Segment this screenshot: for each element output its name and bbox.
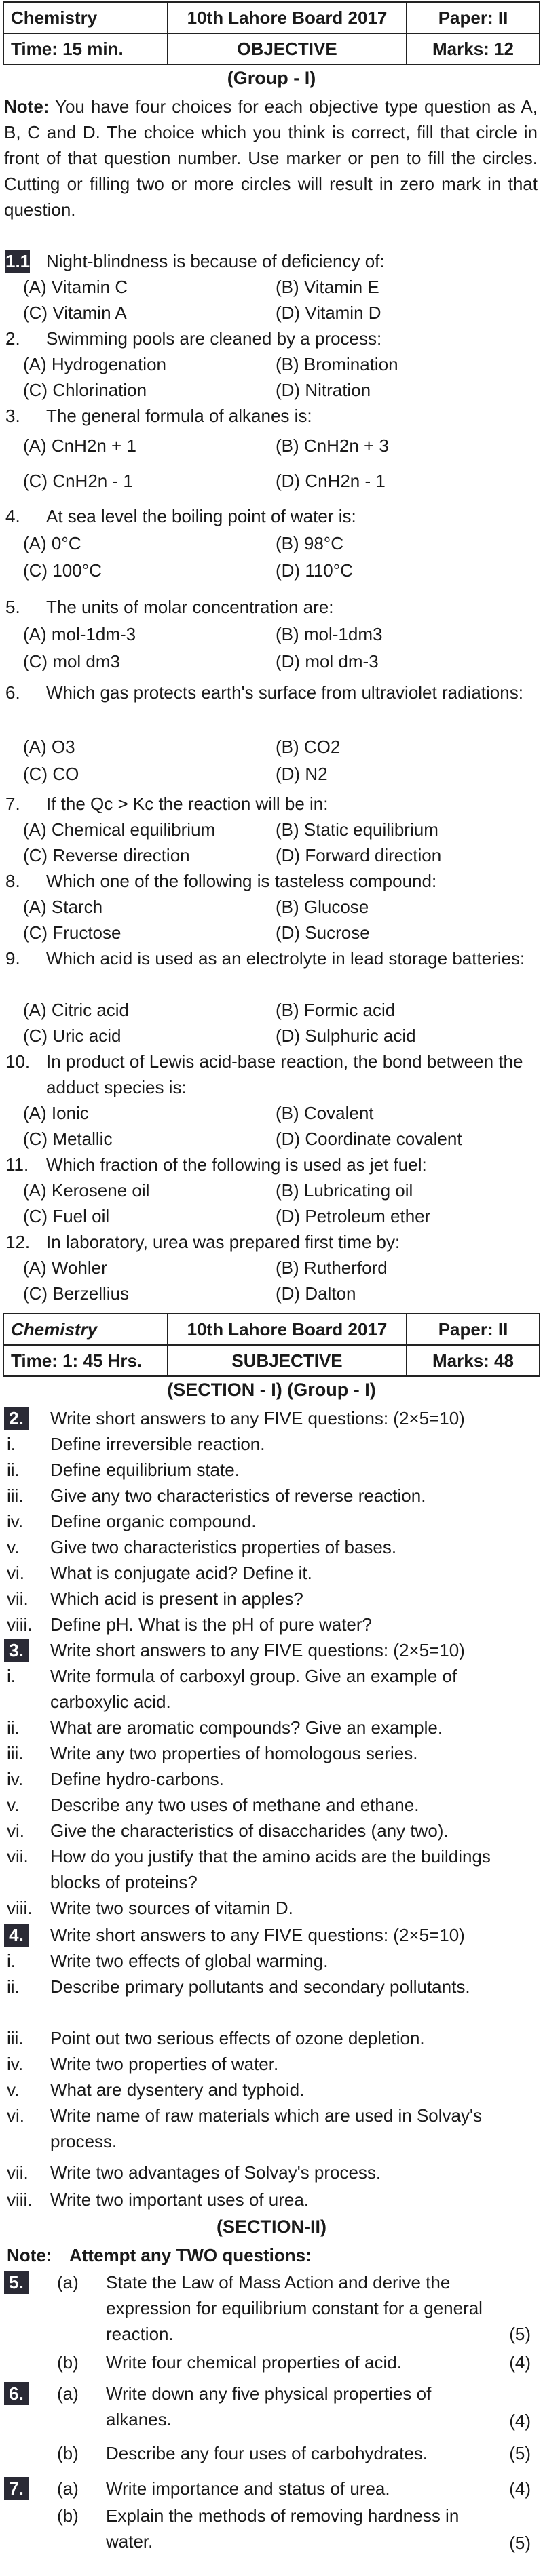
question-number: 12. (5, 1232, 31, 1252)
item-text: Write any two properties of homologous series. (50, 1743, 418, 1763)
question-number: 1.1. (5, 251, 35, 271)
part-label: (b) (57, 2505, 79, 2526)
option-a: (A) CnH2n + 1 (23, 435, 136, 456)
question-number: 6. (5, 682, 20, 703)
option-b: (B) CO2 (276, 737, 341, 757)
item-text: Define pH. What is the pH of pure water? (50, 1614, 373, 1635)
option-b: (B) Lubricating oil (276, 1180, 413, 1201)
note-text: You have four choices for each objective type question as A, B, C and D. The choice which you think is correct, fill that circle in front of that question number. Use marker or pen to fill the circles. Cutting or filling two or more circles will result in zero mark in that question. (4, 96, 538, 220)
question-heading: Write short answers to any FIVE questions: (2×5=10) (50, 1408, 465, 1428)
option-b: (B) Covalent (276, 1103, 374, 1123)
option-d: (D) 110°C (276, 560, 353, 581)
item-text: How do you justify that the amino acids are the buildings blocks of proteins? (50, 1846, 491, 1892)
item-text: Write two properties of water. (50, 2054, 279, 2074)
part-text: Describe any four uses of carbohydrates. (106, 2443, 428, 2463)
question-text: At sea level the boiling point of water is: (46, 506, 356, 526)
short-question-4 (4, 1922, 540, 2214)
item-text: Write two important uses of urea. (50, 2189, 310, 2210)
question-text: Night-blindness is because of deficiency of: (46, 251, 385, 271)
option-a: (A) 0°C (23, 533, 81, 553)
question-text: Which fraction of the following is used as jet fuel: (46, 1154, 427, 1175)
question-text: Which gas protects earth's surface from ultraviolet radiations: (46, 682, 523, 703)
option-b: (B) Rutherford (276, 1257, 388, 1278)
option-d: (D) Vitamin D (276, 303, 381, 323)
question-heading: Write short answers to any FIVE questions: (2×5=10) (50, 1925, 465, 1945)
option-c: (C) Chlorination (23, 380, 147, 400)
question-number: 5. (5, 597, 20, 617)
item-number: i. (7, 1666, 16, 1686)
question-number: 9. (5, 948, 20, 969)
part-marks: (4) (509, 2352, 531, 2373)
marks-cell: Marks: 48 (407, 1345, 540, 1376)
mcq-2 (4, 326, 540, 403)
item-number: v. (7, 1795, 20, 1815)
question-number: 3. (5, 406, 20, 426)
option-c: (C) Reverse direction (23, 845, 190, 865)
note-text: Attempt any TWO questions: (69, 2245, 312, 2265)
instructions-note (4, 94, 538, 222)
option-d: (D) Sulphuric acid (276, 1026, 416, 1046)
item-text: What are dysentery and typhoid. (50, 2080, 305, 2100)
option-a: (A) O3 (23, 737, 75, 757)
item-number: vii. (7, 1588, 29, 1609)
option-c: (C) Fuel oil (23, 1206, 110, 1226)
option-d: (D) Petroleum ether (276, 1206, 431, 1226)
item-text: What are aromatic compounds? Give an example. (50, 1717, 443, 1738)
question-text: Which one of the following is tasteless compound: (46, 871, 437, 891)
item-text: Write two effects of global warming. (50, 1951, 329, 1971)
item-number: iv. (7, 1769, 24, 1789)
item-text: Write two advantages of Solvay's process. (50, 2162, 381, 2183)
note-label: Note: (4, 96, 50, 117)
long-question-7 (4, 2476, 540, 2571)
part-label: (b) (57, 2352, 79, 2373)
question-number: 7. (5, 794, 20, 814)
item-number: iv. (7, 1511, 24, 1531)
option-a: (A) Vitamin C (23, 277, 128, 297)
mcq-5 (4, 594, 540, 676)
question-number: 8. (5, 871, 20, 891)
mcq-3 (4, 403, 540, 498)
item-number: vii. (7, 2162, 29, 2183)
mcq-10 (4, 1049, 540, 1152)
option-b: (B) mol-1dm3 (276, 624, 383, 644)
item-number: vi. (7, 1820, 24, 1841)
item-number: i. (7, 1951, 16, 1971)
short-question-2-last (4, 1612, 540, 1639)
time-cell: Time: 1: 45 Hrs. (3, 1345, 168, 1376)
item-number: iii. (7, 1485, 24, 1506)
item-text: Write two sources of vitamin D. (50, 1898, 293, 1918)
question-number: 10. (5, 1051, 31, 1072)
part-text: Write down any five physical properties of alkanes. (106, 2383, 432, 2429)
item-text: Give any two characteristics of reverse reaction. (50, 1485, 426, 1506)
item-text: What is conjugate acid? Define it. (50, 1563, 312, 1583)
option-b: (B) Static equilibrium (276, 819, 438, 840)
question-number: 3. (4, 1639, 29, 1662)
section-2-title: (SECTION-II) (217, 2217, 326, 2237)
board-cell: 10th Lahore Board 2017 (168, 2, 407, 33)
item-text: Define organic compound. (50, 1511, 257, 1531)
option-b: (B) CnH2n + 3 (276, 435, 389, 456)
option-a: (A) Wohler (23, 1257, 107, 1278)
item-number: ii. (7, 1717, 20, 1738)
item-text: Define irreversible reaction. (50, 1434, 265, 1454)
part-label: (a) (57, 2383, 79, 2404)
part-label: (b) (57, 2443, 79, 2463)
option-d: (D) N2 (276, 764, 328, 784)
question-text: In laboratory, urea was prepared first time by: (46, 1232, 400, 1252)
part-marks: (5) (509, 2533, 531, 2553)
option-d: (D) Dalton (276, 1283, 356, 1304)
item-text: Write formula of carboxyl group. Give an example of carboxylic acid. (50, 1666, 457, 1712)
item-number: viii. (7, 1898, 33, 1918)
item-text: Describe any two uses of methane and ethane. (50, 1795, 419, 1815)
long-question-6 (4, 2381, 540, 2472)
item-number: vi. (7, 2105, 24, 2126)
mcq-4 (4, 503, 540, 585)
subject-cell: Chemistry (3, 2, 168, 33)
item-number: viii. (7, 2189, 33, 2210)
option-c: (C) CO (23, 764, 79, 784)
option-d: (D) Sucrose (276, 922, 370, 943)
option-b: (B) Glucose (276, 897, 369, 917)
time-cell: Time: 15 min. (3, 33, 168, 64)
question-number: 6. (4, 2382, 29, 2405)
mcq-11 (4, 1152, 540, 1229)
item-text: Point out two serious effects of ozone depletion. (50, 2028, 425, 2048)
question-number: 5. (4, 2271, 29, 2294)
option-b: (B) Bromination (276, 354, 398, 374)
section-2-note (4, 2242, 540, 2269)
item-text: Write name of raw materials which are used in Solvay's process. (50, 2105, 482, 2151)
long-question-5 (4, 2269, 540, 2379)
question-number: 4. (4, 1924, 29, 1947)
item-number: vii. (7, 1846, 29, 1867)
part-text: Explain the methods of removing hardness in water. (106, 2505, 460, 2552)
part-text: State the Law of Mass Action and derive the expression for equilibrium constant for a general reaction. (106, 2272, 483, 2344)
item-number: iii. (7, 1743, 24, 1763)
option-a: (A) Hydrogenation (23, 354, 166, 374)
paper-cell: Paper: II (407, 1314, 540, 1345)
subjective-header (3, 1313, 540, 1377)
question-text: The general formula of alkanes is: (46, 406, 312, 426)
part-marks: (5) (509, 2443, 531, 2463)
question-heading: Write short answers to any FIVE questions: (2×5=10) (50, 1640, 465, 1660)
item-number: v. (7, 1537, 20, 1557)
option-d: (D) CnH2n - 1 (276, 471, 386, 491)
item-number: vi. (7, 1563, 24, 1583)
question-text: Swimming pools are cleaned by a process: (46, 328, 382, 349)
option-d: (D) mol dm-3 (276, 651, 379, 671)
short-question-2 (4, 1405, 540, 1613)
mcq-12 (4, 1229, 540, 1306)
marks-cell: Marks: 12 (407, 33, 540, 64)
item-text: Give the characteristics of disaccharides (any two). (50, 1820, 449, 1841)
item-number: iii. (7, 2028, 24, 2048)
part-marks: (5) (509, 2324, 531, 2344)
question-number: 11. (5, 1154, 29, 1175)
note-label: Note: (7, 2245, 52, 2265)
item-text: Define hydro-carbons. (50, 1769, 224, 1789)
part-marks: (4) (509, 2478, 531, 2499)
part-marks: (4) (509, 2411, 531, 2431)
mcq-7 (4, 791, 540, 868)
option-c: (C) mol dm3 (23, 651, 121, 671)
subject-cell: Chemistry (3, 1314, 168, 1345)
part-text: Write four chemical properties of acid. (106, 2352, 402, 2373)
question-text: Which acid is used as an electrolyte in lead storage batteries: (46, 948, 525, 969)
item-number: iv. (7, 2054, 24, 2074)
part-label: (a) (57, 2272, 79, 2292)
item-text: Define equilibrium state. (50, 1460, 240, 1480)
option-a: (A) Citric acid (23, 1000, 130, 1020)
objective-header (3, 1, 540, 65)
option-d: (D) Coordinate covalent (276, 1129, 462, 1149)
option-b: (B) 98°C (276, 533, 343, 553)
paper-cell: Paper: II (407, 2, 540, 33)
option-a: (A) Ionic (23, 1103, 89, 1123)
question-text: If the Qc > Kc the reaction will be in: (46, 794, 329, 814)
item-number: i. (7, 1434, 16, 1454)
question-text: The units of molar concentration are: (46, 597, 334, 617)
mcq-6 (4, 680, 540, 788)
item-number: ii. (7, 1976, 20, 1997)
option-c: (C) Vitamin A (23, 303, 127, 323)
item-text: Describe primary pollutants and secondary pollutants. (50, 1976, 470, 1997)
item-text: Which acid is present in apples? (50, 1588, 303, 1609)
part-label: (a) (57, 2478, 79, 2499)
item-number: v. (7, 2080, 20, 2100)
option-c: (C) Fructose (23, 922, 121, 943)
item-text: Give two characteristics properties of bases. (50, 1537, 397, 1557)
option-a: (A) Kerosene oil (23, 1180, 150, 1201)
option-a: (A) Chemical equilibrium (23, 819, 216, 840)
option-b: (B) Vitamin E (276, 277, 379, 297)
mcq-9 (4, 945, 540, 1049)
option-c: (C) 100°C (23, 560, 102, 581)
group-title: (Group - I) (227, 68, 316, 88)
option-b: (B) Formic acid (276, 1000, 396, 1020)
item-number: ii. (7, 1460, 20, 1480)
type-cell: OBJECTIVE (168, 33, 407, 64)
question-number: 4. (5, 506, 20, 526)
mcq-1 (4, 248, 540, 326)
board-cell: 10th Lahore Board 2017 (168, 1314, 407, 1345)
option-d: (D) Nitration (276, 380, 371, 400)
short-question-3 (4, 1637, 540, 1922)
option-a: (A) Starch (23, 897, 103, 917)
option-d: (D) Forward direction (276, 845, 442, 865)
item-number: viii. (7, 1614, 33, 1635)
option-c: (C) Uric acid (23, 1026, 121, 1046)
question-text: In product of Lewis acid-base reaction, the bond between the adduct species is: (46, 1051, 523, 1097)
question-number: 7. (4, 2477, 29, 2500)
mcq-8 (4, 868, 540, 945)
section-1-title: (SECTION - I) (Group - I) (167, 1380, 376, 1400)
option-c: (C) Metallic (23, 1129, 113, 1149)
type-cell: SUBJECTIVE (168, 1345, 407, 1376)
part-text: Write importance and status of urea. (106, 2478, 390, 2499)
question-number: 2. (4, 1407, 29, 1430)
option-a: (A) mol-1dm-3 (23, 624, 136, 644)
option-c: (C) CnH2n - 1 (23, 471, 133, 491)
option-c: (C) Berzellius (23, 1283, 130, 1304)
question-number: 2. (5, 328, 20, 349)
